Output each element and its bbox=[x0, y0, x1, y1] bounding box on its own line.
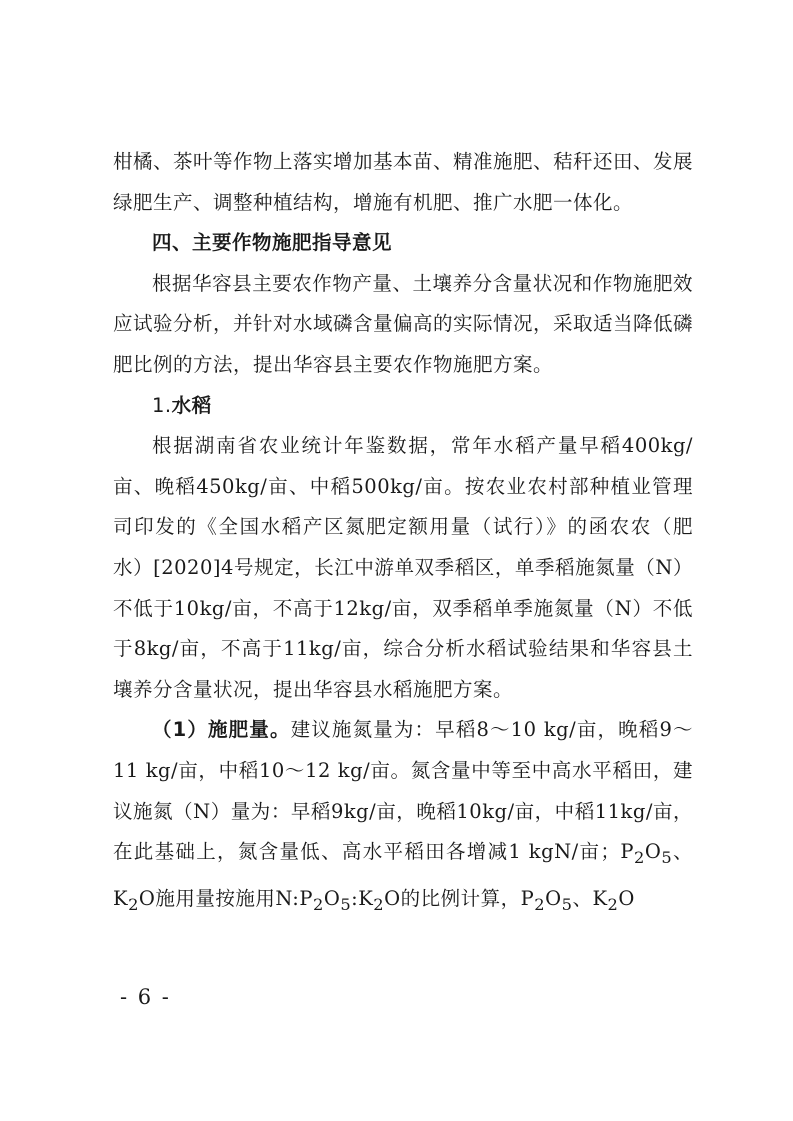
subscript: 5 bbox=[340, 894, 352, 914]
chem-p: P bbox=[620, 840, 634, 864]
subsection-heading-rice bbox=[113, 386, 693, 427]
paragraph-continuation: 柑橘、茶叶等作物上落实增加基本苗、精准施肥、秸秆还田、发展绿肥生产、调整种植结构，增施有机肥、推广水肥一体化。 bbox=[113, 150, 694, 214]
chem-o: O bbox=[618, 886, 635, 910]
ratio-text: O施用量按施用N:P bbox=[138, 886, 313, 910]
section-heading-4: 四、主要作物施肥指导意见 bbox=[152, 231, 393, 255]
page-number: - 6 - bbox=[120, 985, 171, 1009]
subscript: 5 bbox=[561, 894, 573, 914]
chem-k: :K bbox=[351, 886, 374, 910]
subscript: 2 bbox=[128, 894, 139, 914]
chem-o: O bbox=[545, 886, 562, 910]
subscript: 2 bbox=[534, 894, 546, 914]
chem-o: O bbox=[644, 840, 662, 864]
subscript: 2 bbox=[607, 894, 619, 914]
paragraph-fertilizer-amount bbox=[113, 710, 693, 925]
paragraph-intro: 根据华容县主要农作物产量、土壤养分含量状况和作物施肥效应试验分析，并针对水域磷含量偏高的实际情况，采取适当降低磷肥比例的方法，提出华容县主要农作物施肥方案。 bbox=[113, 271, 694, 376]
subscript: 2 bbox=[633, 847, 645, 867]
paragraph-label: （1）施肥量。 bbox=[152, 718, 291, 742]
subsection-title: 水稻 bbox=[171, 393, 212, 417]
chem-k: 、K bbox=[572, 886, 608, 910]
paragraph-rice-yield: 根据湖南省农业统计年鉴数据，常年水稻产量早稻400kg/亩、晚稻450kg/亩、中稻500kg/亩。按农业农村部种植业管理司印发的《全国水稻产区氮肥定额用量（试行）》的函农农（肥水）[2020]4号规定，长江中游单双季稻区，单季稻施氮量（N）不低于10kg/亩，不高于12kg/亩，双季稻单季施氮量（N）不低于8kg/亩，不高于11kg/亩，综合分析水稻试验结果和华容县土壤养分含量状况，提出华容县水稻施肥方案。 bbox=[113, 434, 693, 701]
body-text bbox=[113, 142, 693, 925]
chem-o: O bbox=[323, 886, 341, 910]
subsection-number: 1. bbox=[152, 393, 172, 417]
paragraph-text: 建议施氮量为：早稻8～10 kg/亩，晚稻9～11 kg/亩，中稻10～12 kg/亩。氮含量中等至中高水平稻田，建议施氮（N）量为：早稻9kg/亩，晚稻10kg/亩，中稻11kg/亩，在此基础上，氮含量低、高水平稻田各增减1 kgN/亩； bbox=[113, 718, 693, 864]
chem-k: 、K bbox=[113, 840, 693, 910]
subscript: 2 bbox=[373, 894, 385, 914]
subscript: 5 bbox=[661, 847, 673, 867]
ratio-text: O的比例计算，P bbox=[384, 886, 535, 910]
subscript: 2 bbox=[312, 894, 324, 914]
